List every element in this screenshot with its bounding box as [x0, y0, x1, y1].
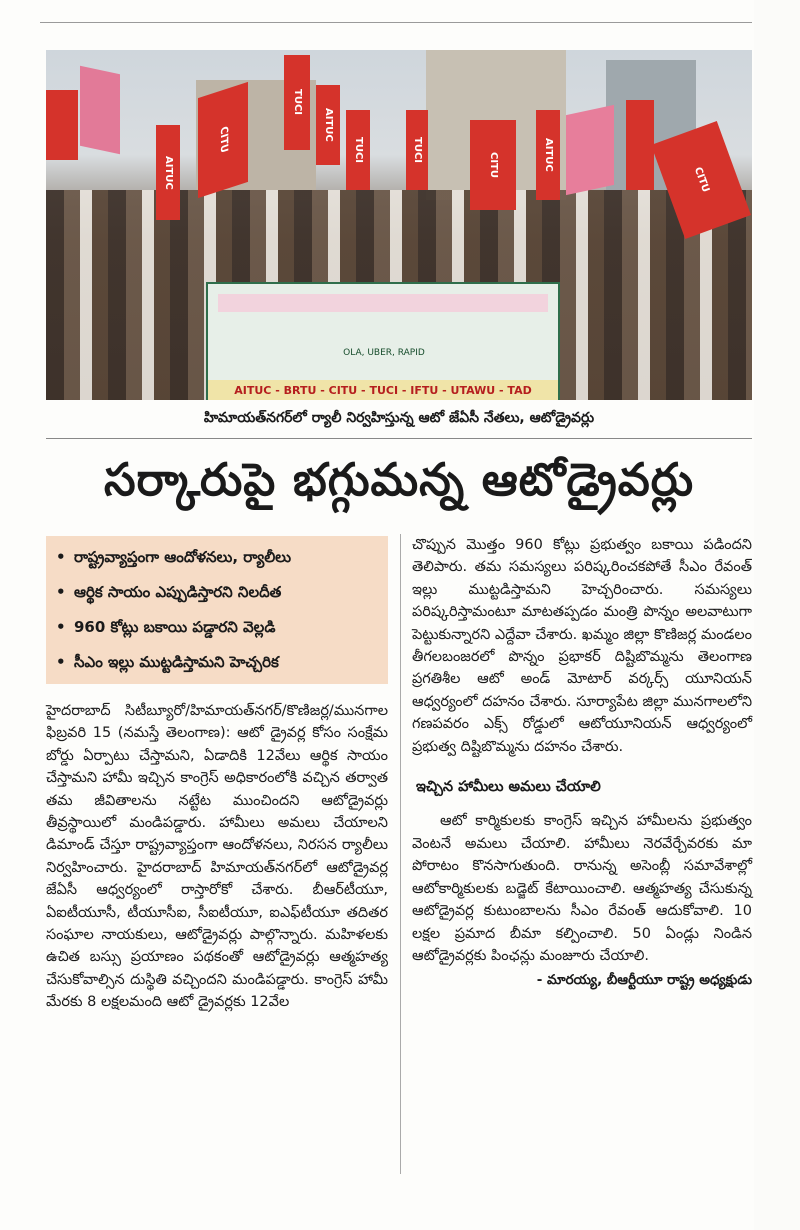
- protest-banner: [206, 282, 560, 400]
- union-flag: AITUC: [316, 85, 340, 165]
- page-margin: [754, 0, 800, 1230]
- article-body-left: హైదరాబాద్ సిటీబ్యూరో/హిమాయత్‌నగర్/కొణిజర్ల/మునగాల ఫిబ్రవరి 15 (నమస్తే తెలంగాణ): ఆటో డ్రైవర్ల కోసం సంక్షేమ బోర్డు ఏర్పాటు చేస్తామని, ఏడాదికి 12వేలు ఆర్థిక సాయం చేస్తామని హామీ ఇచ్చిన కాంగ్రెస్ అధికారంలోకి వచ్చిన తర్వాత తమ జీవితాలను నట్టేట ముంచిందని ఆటోడ్రైవర్లు తీవ్రస్థాయిలో మండిపడ్డారు. హామీలు అమలు చేయాలని డిమాండ్ చేస్తూ రాష్ట్రవ్యాప్తంగా ఆందోళనలు, నిరసన ర్యాలీలు నిర్వహించారు. హైదరాబాద్ హిమాయత్‌నగర్‌లో ఆటోడ్రైవర్ల జేఏసీ ఆధ్వర్యంలో రాస్తారోకో చేశారు. బీఆర్‌టీయూ, ఏఐటీయూసీ, టీయూసీఐ, సీఐటీయూ, ఐఎఫ్‌టీయూ తదితర సంఘాల నాయకులు, ఆటోడ్రైవర్లు పాల్గొన్నారు. మహిళలకు ఉచిత బస్సు ప్రయాణం పథకంతో ఆటోడ్రైవర్లు ఆత్మహత్య చేసుకోవాల్సిన దుస్థితి వచ్చిందని మండిపడ్డారు. కాంగ్రెస్ హామీ మేరకు 8 లక్షలమంది ఆటో డ్రైవర్లకు 12వేల: [46, 703, 388, 1011]
- union-flag: CITU: [651, 121, 751, 239]
- highlight-item: • ఆర్థిక సాయం ఎప్పుడిస్తారని నిలదీత: [46, 575, 388, 610]
- union-flag: CITU: [470, 120, 516, 210]
- page-top-rule: [40, 0, 752, 23]
- decorative-flag: [80, 66, 120, 155]
- decorative-flag: [46, 90, 78, 160]
- banner-line-1: [218, 294, 548, 312]
- article-body-right: చొప్పున మొత్తం 960 కోట్లు ప్రభుత్వం బకాయి పడిందని తెలిపారు. తమ సమస్యలు పరిష్కరించకపోతే సీఎం రేవంత్ ఇల్లు ముట్టడిస్తామని హెచ్చరించారు. సమస్యలు పరిష్కరిస్తామంటూ మాటతప్పడం మంత్రి పొన్నం అలవాటుగా పెట్టుకున్నారని ఎద్దేవా చేశారు. ఖమ్మం జిల్లా కొణిజర్ల మండలం తీగలబంజరలో పొన్నం ప్రభాకర్ దిష్టిబొమ్మను తెలంగాణ ప్రగతిశీల ఆటో అండ్ మోటార్ వర్కర్స్ యూనియన్ ఆధ్వర్యంలో దహనం చేశారు. సూర్యాపేట జిల్లా మునగాలలోని గణపవరం ఎక్స్ రోడ్డులో ఆటోయూనియన్ ఆధ్వర్యంలో ప్రభుత్వ దిష్టిబొమ్మను దహనం చేశారు.: [412, 537, 752, 755]
- union-flag: TUCI: [284, 55, 310, 150]
- union-flag: CITU: [198, 82, 248, 198]
- banner-line-2: [214, 316, 552, 346]
- decorative-flag: [566, 105, 614, 195]
- quote-attribution: - మారయ్య, బీఆర్టీయూ రాష్ట్ర అధ్యక్షుడు: [536, 972, 752, 989]
- union-flag: AITUC: [156, 125, 180, 220]
- rally-photo: [46, 50, 752, 400]
- quote-text: ఆటో కార్మికులకు కాంగ్రెస్ ఇచ్చిన హామీలను ప్రభుత్వం వెంటనే అమలు చేయాలి. హామీలు నెరవేర్చేవరకు మా పోరాటం కొనసాగుతుంది. రానున్న అసెంబ్లీ సమావేశాల్లో ఆటోకార్మికులకు బడ్జెట్ కేటాయించాలి. ఆత్మహత్య చేసుకున్న ఆటోడ్రైవర్ల కుటుంబాలను సీఎం రేవంత్ ఆదుకోవాలి. 10 లక్షల ప్రమాద బీమా కల్పించాలి. 50 ఏండ్లు నిండిన ఆటోడ్రైవర్లకు పింఛన్లు మంజూరు చేయాలి.: [412, 813, 752, 964]
- banner-footer: AITUC - BRTU - CITU - TUCI - IFTU - UTAWU - TAD: [208, 380, 558, 400]
- subheading: ఇచ్చిన హామీలు అమలు చేయాలి: [416, 779, 601, 796]
- union-flag: TUCI: [346, 110, 370, 190]
- article-column-left: [46, 700, 388, 1170]
- decorative-flag: [626, 100, 654, 190]
- highlight-item: • సీఎం ఇల్లు ముట్టడిస్తామని హెచ్చరిక: [46, 645, 388, 680]
- photo-caption: హిమాయత్‌నగర్‌లో ర్యాలీ నిర్వహిస్తున్న ఆటో జేఏసీ నేతలు, ఆటోడ్రైవర్లు: [203, 410, 595, 426]
- union-flag: AITUC: [536, 110, 560, 200]
- highlights-box: [46, 536, 388, 684]
- highlight-item: • 960 కోట్లు బకాయి పడ్డారని వెల్లడి: [46, 610, 388, 645]
- column-divider: [400, 534, 401, 1174]
- headline: సర్కారుపై భగ్గుమన్న ఆటోడ్రైవర్లు: [46, 438, 752, 523]
- highlight-item: • రాష్ట్రవ్యాప్తంగా ఆందోళనలు, ర్యాలీలు: [46, 540, 388, 575]
- union-flag: TUCI: [406, 110, 428, 190]
- banner-line-3: OLA, UBER, RAPID: [343, 348, 425, 358]
- article-column-right: [412, 534, 752, 1174]
